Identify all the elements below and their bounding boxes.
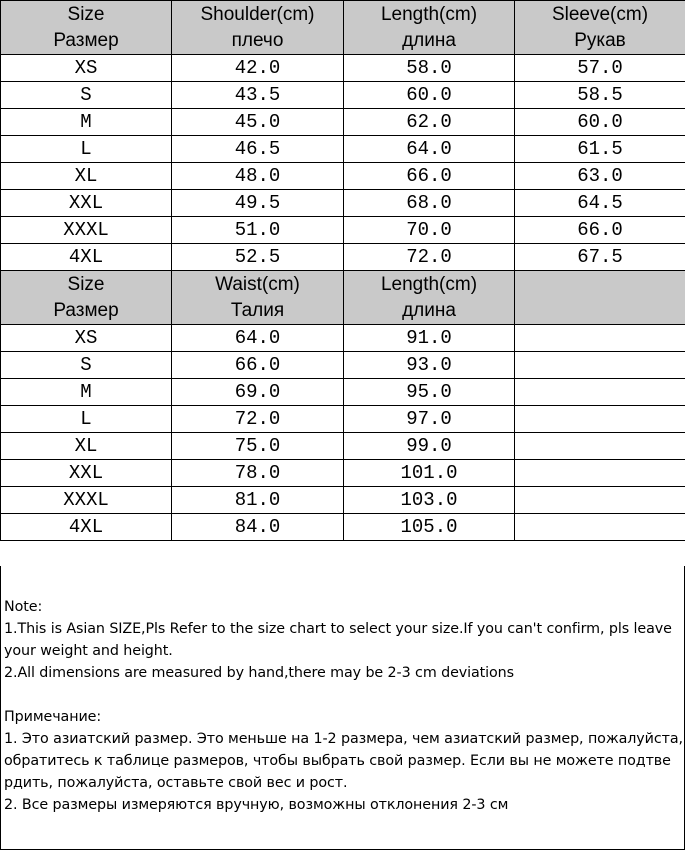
table-cell: M	[1, 109, 172, 136]
header-label-ru: Размер	[53, 29, 119, 51]
table-cell: 103.0	[344, 487, 515, 514]
table-cell: L	[1, 406, 172, 433]
table-cell: XL	[1, 163, 172, 190]
table-cell: XXXL	[1, 487, 172, 514]
table-cell: 69.0	[172, 379, 344, 406]
table-cell: 70.0	[344, 217, 515, 244]
table-cell	[515, 487, 685, 514]
header-label-en: Sleeve(cm)	[551, 3, 649, 25]
header-label-en: Length(cm)	[380, 273, 478, 295]
table-cell: 51.0	[172, 217, 344, 244]
table-cell: 60.0	[344, 82, 515, 109]
table-cell	[515, 352, 685, 379]
table-row	[1, 487, 685, 514]
table-row	[1, 82, 685, 109]
top_table-header-cell	[515, 1, 685, 55]
notes-section	[0, 566, 685, 850]
table-cell: S	[1, 352, 172, 379]
table-cell: S	[1, 82, 172, 109]
table-cell: XXL	[1, 190, 172, 217]
header-label-ru: плечо	[231, 29, 284, 51]
table-cell: 72.0	[172, 406, 344, 433]
table-row	[1, 136, 685, 163]
table-cell: 58.5	[515, 82, 685, 109]
header-label-ru: Рукав	[574, 29, 626, 51]
table-cell: 66.0	[515, 217, 685, 244]
table-cell: 64.0	[344, 136, 515, 163]
top_table-header-cell	[1, 1, 172, 55]
header-label-en: Size	[67, 3, 105, 25]
header-label-ru: длина	[402, 299, 456, 321]
bottom_table-header-cell	[172, 271, 344, 325]
bottom_table-header-cell	[515, 271, 685, 325]
note-line-2-en: 2.All dimensions are measured by hand,there may be 2-3 cm deviations	[4, 665, 514, 681]
table-cell: 61.5	[515, 136, 685, 163]
table-cell: 68.0	[344, 190, 515, 217]
table-cell: 99.0	[344, 433, 515, 460]
bottom_table-header-cell	[344, 271, 515, 325]
note-title-ru: Примечание:	[4, 709, 102, 725]
table-cell: XS	[1, 325, 172, 352]
table-cell: 93.0	[344, 352, 515, 379]
table-cell: XS	[1, 55, 172, 82]
table-cell: 43.5	[172, 82, 344, 109]
table-cell: 52.5	[172, 244, 344, 271]
table-cell	[515, 514, 685, 541]
table-cell: 57.0	[515, 55, 685, 82]
table-cell: XXXL	[1, 217, 172, 244]
table-cell: 105.0	[344, 514, 515, 541]
table-cell: 78.0	[172, 460, 344, 487]
table-cell	[515, 460, 685, 487]
table-cell: 72.0	[344, 244, 515, 271]
table-cell: M	[1, 379, 172, 406]
table-cell: L	[1, 136, 172, 163]
table-row	[1, 55, 685, 82]
table-cell: 49.5	[172, 190, 344, 217]
table-cell: 64.5	[515, 190, 685, 217]
table-cell	[515, 325, 685, 352]
table-cell: 81.0	[172, 487, 344, 514]
table-cell: 95.0	[344, 379, 515, 406]
table-cell: 48.0	[172, 163, 344, 190]
table-row	[1, 325, 685, 352]
table-cell: 91.0	[344, 325, 515, 352]
header-label-ru: Талия	[230, 299, 285, 321]
table-row	[1, 460, 685, 487]
table-cell: 66.0	[172, 352, 344, 379]
table-cell	[515, 433, 685, 460]
table-row	[1, 406, 685, 433]
note-line-1-en: 1.This is Asian SIZE,Pls Refer to the size chart to select your size.If you can't confirm, pls leave your weight and height.	[4, 621, 672, 659]
note-line-1-ru: 1. Это азиатский размер. Это меньше на 1-2 размера, чем азиатский размер, пожалуйста, обратитесь к таблице размеров, чтобы выбрать свой размер. Если вы не можете подтве рдить, пожалуйста, оставьте свой вес и рост.	[4, 731, 683, 791]
top_table-header-row	[1, 1, 685, 55]
header-label-ru: длина	[402, 29, 456, 51]
table-cell: XL	[1, 433, 172, 460]
table-cell: XXL	[1, 460, 172, 487]
table-cell: 63.0	[515, 163, 685, 190]
table-cell: 58.0	[344, 55, 515, 82]
top_table-header-cell	[172, 1, 344, 55]
table-cell: 97.0	[344, 406, 515, 433]
table-row	[1, 163, 685, 190]
table-cell: 45.0	[172, 109, 344, 136]
table-cell	[515, 406, 685, 433]
header-label-en: Waist(cm)	[215, 273, 300, 295]
table-cell	[515, 379, 685, 406]
table-cell: 101.0	[344, 460, 515, 487]
header-label-ru: Размер	[53, 299, 119, 321]
header-label-en: Shoulder(cm)	[200, 3, 315, 25]
table-row	[1, 352, 685, 379]
table-cell: 62.0	[344, 109, 515, 136]
header-label-en: Size	[67, 273, 105, 295]
table-cell: 67.5	[515, 244, 685, 271]
table-cell: 66.0	[344, 163, 515, 190]
table-row	[1, 514, 685, 541]
table-row	[1, 109, 685, 136]
table-cell: 60.0	[515, 109, 685, 136]
table-cell: 64.0	[172, 325, 344, 352]
table-cell: 4XL	[1, 244, 172, 271]
note-line-2-ru: 2. Все размеры измеряются вручную, возможны отклонения 2-3 см	[4, 797, 509, 813]
table-row	[1, 433, 685, 460]
table-cell: 84.0	[172, 514, 344, 541]
table-row	[1, 379, 685, 406]
table-row	[1, 190, 685, 217]
table-cell: 4XL	[1, 514, 172, 541]
table-row	[1, 217, 685, 244]
table-row	[1, 244, 685, 271]
header-label-en: Length(cm)	[380, 3, 478, 25]
table-cell: 75.0	[172, 433, 344, 460]
note-title-en: Note:	[4, 599, 43, 615]
top_table-header-cell	[344, 1, 515, 55]
bottom_table-header-cell	[1, 271, 172, 325]
table-cell: 42.0	[172, 55, 344, 82]
bottom_table-header-row	[1, 271, 685, 325]
table-cell: 46.5	[172, 136, 344, 163]
